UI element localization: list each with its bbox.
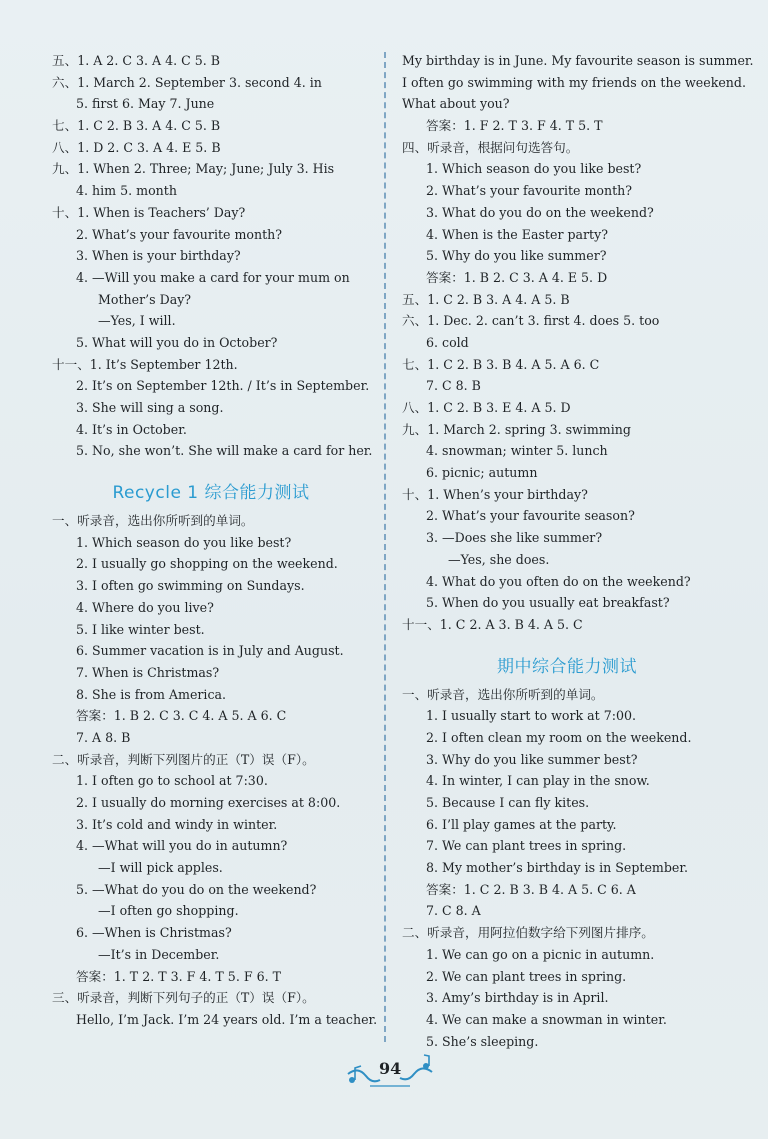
text-line: 答案：1. F 2. T 3. F 4. T 5. T xyxy=(426,118,603,134)
text-line: 1. I usually start to work at 7:00. xyxy=(426,708,636,724)
text-line: 3. What do you do on the weekend? xyxy=(426,204,654,220)
text-line: 2. I often clean my room on the weekend. xyxy=(426,729,692,745)
text-line: 5. What will you do in October? xyxy=(76,334,278,350)
text-line: I often go swimming with my friends on the weekend. xyxy=(402,74,746,90)
text-line: 1. Which season do you like best? xyxy=(76,534,292,550)
text-line: 二、听录音，用阿拉伯数字给下列图片排序。 xyxy=(402,925,654,941)
text-line: 八、1. D 2. C 3. A 4. E 5. B xyxy=(52,139,221,155)
text-line: 6. —When is Christmas? xyxy=(76,925,232,941)
text-line: 答案：1. B 2. C 3. C 4. A 5. A 6. C xyxy=(76,708,287,724)
section-gap xyxy=(402,636,732,650)
midterm-title: 期中综合能力测试 xyxy=(497,656,637,677)
text-line: 2. I usually do morning exercises at 8:00. xyxy=(76,795,341,810)
text-line: 四、听录音，根据问句选答句。 xyxy=(402,139,579,155)
text-line: 4. We can make a snowman in winter. xyxy=(426,1011,667,1027)
text-line: 十一、1. It’s September 12th. xyxy=(52,356,238,372)
text-line: 3. I often go swimming on Sundays. xyxy=(76,578,305,594)
recycle-1-lines xyxy=(52,510,378,1031)
text-line: 5. first 6. May 7. June xyxy=(76,96,215,112)
text-line: 九、1. When 2. Three; May; June; July 3. His xyxy=(52,161,335,177)
text-line: 七、1. C 2. B 3. B 4. A 5. A 6. C xyxy=(402,356,600,372)
text-line: 5. She’s sleeping. xyxy=(426,1033,539,1049)
text-line: 4. —What will you do in autumn? xyxy=(76,838,288,854)
section-gap xyxy=(52,462,370,476)
text-line: 7. When is Christmas? xyxy=(76,664,220,680)
text-line: 1. I often go to school at 7:30. xyxy=(76,773,268,789)
text-line: 4. What do you often do on the weekend? xyxy=(426,573,691,589)
text-line: Hello, I’m Jack. I’m 24 years old. I’m a teacher. xyxy=(76,1011,378,1027)
text-line: 五、1. A 2. C 3. A 4. C 5. B xyxy=(52,53,221,68)
left-column xyxy=(52,50,378,1031)
text-line: 5. Because I can fly kites. xyxy=(426,795,590,810)
text-line: 十一、1. C 2. A 3. B 4. A 5. C xyxy=(402,616,583,632)
text-line: 六、1. Dec. 2. can’t 3. first 4. does 5. too xyxy=(402,313,660,329)
text-line: 6. cold xyxy=(426,334,469,350)
text-line: 3. Why do you like summer best? xyxy=(426,751,638,767)
text-line: 4. When is the Easter party? xyxy=(426,226,608,242)
text-line: 2. It’s on September 12th. / It’s in September. xyxy=(76,378,370,394)
text-line: —I will pick apples. xyxy=(98,860,223,876)
text-line: 九、1. March 2. spring 3. swimming xyxy=(402,421,631,437)
text-line: 6. Summer vacation is in July and August. xyxy=(76,643,344,659)
text-line: 5. When do you usually eat breakfast? xyxy=(426,595,670,611)
text-line: What about you? xyxy=(402,96,510,112)
text-line: 1. Which season do you like best? xyxy=(426,161,642,177)
text-line: 4. Where do you live? xyxy=(76,599,214,615)
text-line: 4. In winter, I can play in the snow. xyxy=(426,773,650,789)
text-line: 6. I’ll play games at the party. xyxy=(426,816,617,832)
text-line: 2. What’s your favourite month? xyxy=(426,183,633,199)
text-line: 6. picnic; autumn xyxy=(426,465,538,481)
text-line: 3. When is your birthday? xyxy=(76,248,241,264)
text-line: —It’s in December. xyxy=(98,946,220,962)
text-line: —I often go shopping. xyxy=(98,903,239,919)
text-line: 5. I like winter best. xyxy=(76,621,205,637)
page-number: 94 xyxy=(379,1059,402,1078)
text-line: 答案：1. T 2. T 3. F 4. T 5. F 6. T xyxy=(76,968,281,984)
text-line: 8. My mother’s birthday is in September. xyxy=(426,860,689,876)
text-line: 七、1. C 2. B 3. A 4. C 5. B xyxy=(52,118,221,134)
page-footer xyxy=(340,1052,440,1092)
text-line: 3. Amy’s birthday is in April. xyxy=(426,990,609,1006)
right-answer-lines xyxy=(402,50,754,636)
text-line: 答案：1. B 2. C 3. A 4. E 5. D xyxy=(426,269,608,285)
text-line: 答案：1. C 2. B 3. B 4. A 5. C 6. A xyxy=(426,881,636,897)
text-line: 3. —Does she like summer? xyxy=(426,530,603,546)
left-answer-lines xyxy=(52,50,373,462)
text-line: 一、听录音，选出你所听到的单词。 xyxy=(52,513,254,529)
text-line: 1. We can go on a picnic in autumn. xyxy=(426,946,655,962)
recycle-1-title: Recycle 1 综合能力测试 xyxy=(112,483,310,504)
text-line: 7. C 8. B xyxy=(426,378,481,394)
midterm-lines xyxy=(402,684,732,1053)
text-line: 三、听录音，判断下列句子的正（T）误（F）。 xyxy=(52,990,315,1006)
text-line: Mother’s Day? xyxy=(98,291,192,307)
text-line: 二、听录音，判断下列图片的正（T）误（F）。 xyxy=(52,751,315,767)
column-divider xyxy=(384,52,386,1042)
text-line: 十、1. When’s your birthday? xyxy=(402,486,588,502)
text-line: 5. —What do you do on the weekend? xyxy=(76,881,317,897)
text-line: 4. —Will you make a card for your mum on xyxy=(76,269,350,285)
text-line: 5. Why do you like summer? xyxy=(426,248,607,264)
text-line: 六、1. March 2. September 3. second 4. in xyxy=(52,74,322,90)
text-line: 2. We can plant trees in spring. xyxy=(426,968,627,984)
text-line: 3. It’s cold and windy in winter. xyxy=(76,816,278,832)
text-line: —Yes, she does. xyxy=(448,551,550,567)
text-line: 2. What’s your favourite season? xyxy=(426,508,635,524)
text-line: 4. him 5. month xyxy=(76,183,177,199)
text-line: 2. I usually go shopping on the weekend. xyxy=(76,556,338,572)
text-line: 8. She is from America. xyxy=(76,686,227,702)
text-line: 2. What’s your favourite month? xyxy=(76,226,283,242)
text-line: 3. She will sing a song. xyxy=(76,400,224,415)
text-line: 五、1. C 2. B 3. A 4. A 5. B xyxy=(402,291,570,307)
text-line: —Yes, I will. xyxy=(98,313,176,329)
text-line: 7. C 8. A xyxy=(426,903,481,919)
text-line: 7. We can plant trees in spring. xyxy=(426,838,627,854)
text-line: 7. A 8. B xyxy=(76,729,131,745)
text-line: 八、1. C 2. B 3. E 4. A 5. D xyxy=(402,400,571,415)
text-line: 一、听录音，选出你所听到的单词。 xyxy=(402,686,604,702)
text-line: 5. No, she won’t. She will make a card for her. xyxy=(76,443,373,459)
text-line: 4. It’s in October. xyxy=(76,421,187,437)
text-line: 4. snowman; winter 5. lunch xyxy=(426,443,608,459)
text-line: My birthday is in June. My favourite season is summer. xyxy=(402,53,754,68)
text-line: 十、1. When is Teachers’ Day? xyxy=(52,204,246,220)
right-column xyxy=(402,50,754,1052)
